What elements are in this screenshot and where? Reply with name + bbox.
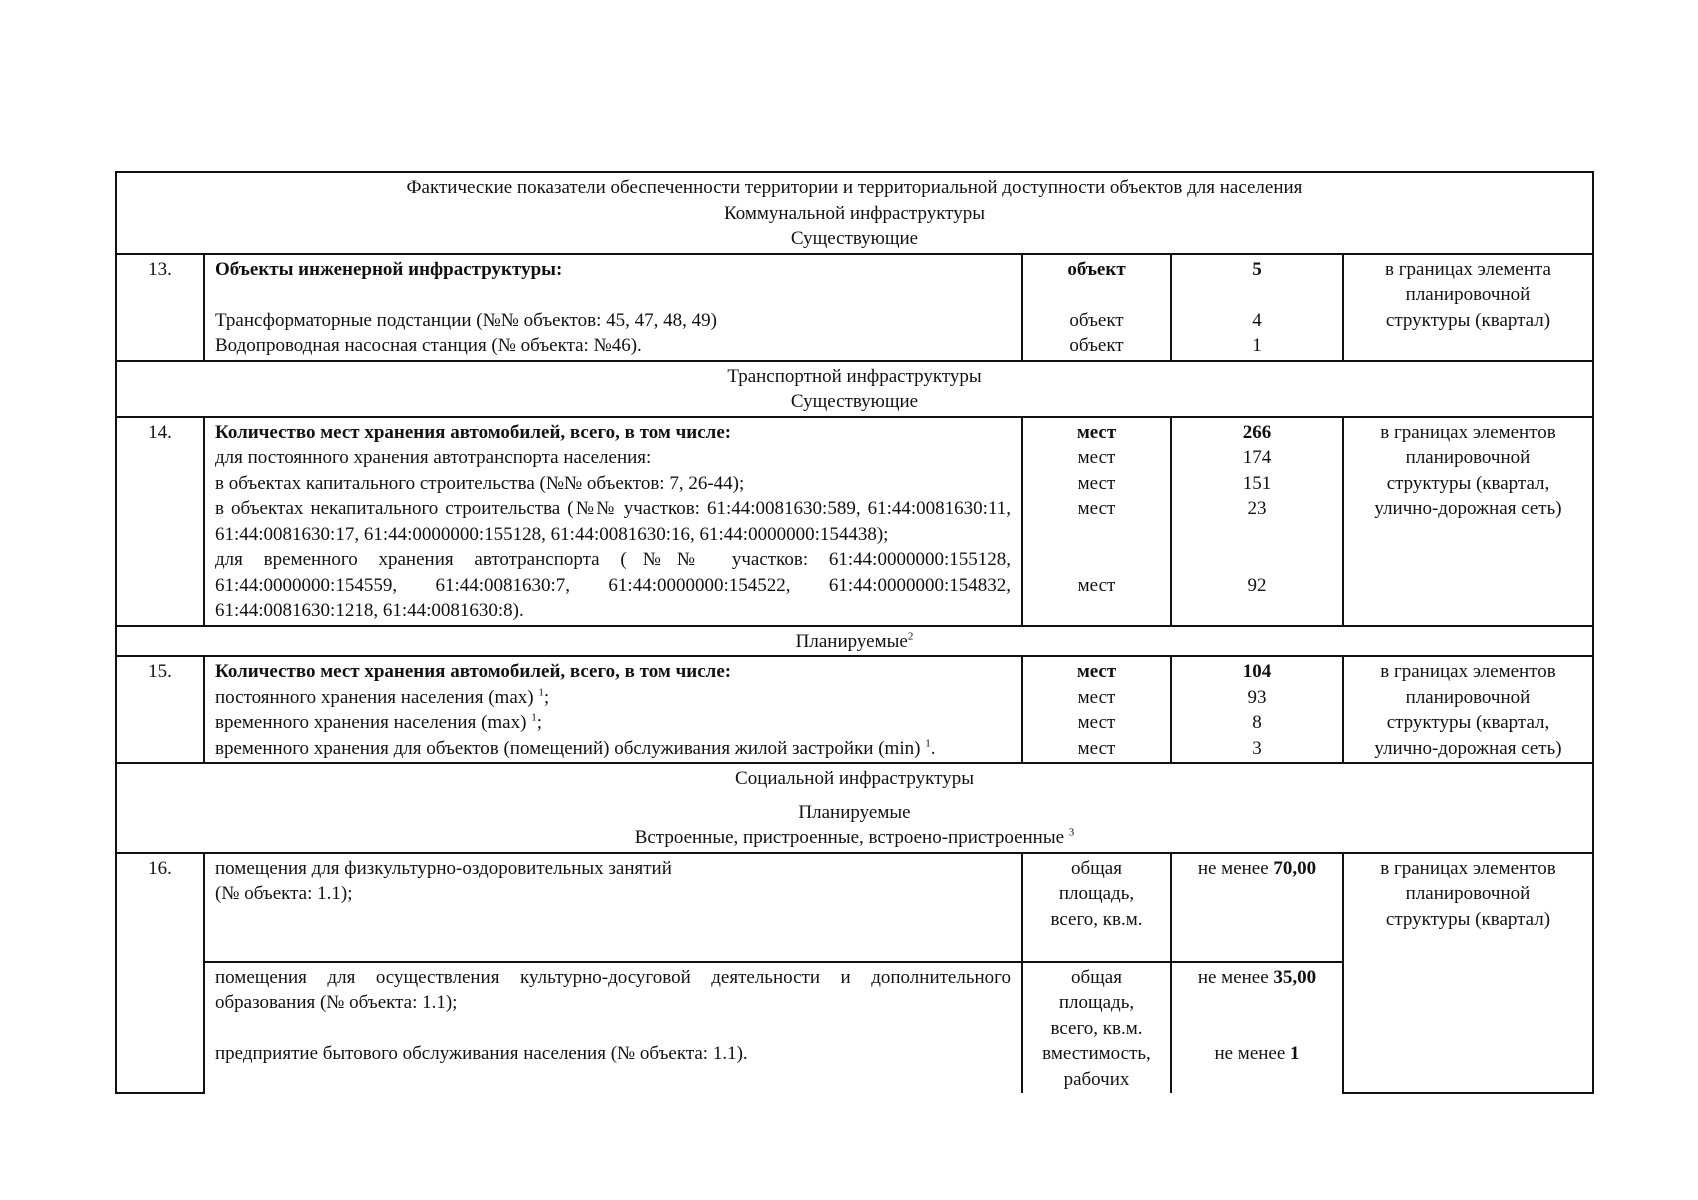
row-value [1171, 853, 1343, 962]
value-item [1182, 1041, 1332, 1067]
row-unit [1022, 254, 1171, 361]
table-row-14 [116, 417, 1593, 626]
footnote-mark: 1 [538, 686, 544, 699]
section-cell [116, 361, 1593, 417]
value-item: 1 [1252, 335, 1262, 356]
section-row-planned [116, 626, 1593, 657]
footnote-mark: 3 [1068, 826, 1075, 839]
row-line-text: постоянного хранения населения (max) [215, 686, 534, 708]
section-subtitle-embedded [127, 825, 1582, 851]
section-subtitle-existing: Существующие [790, 228, 919, 249]
section-row-transport [116, 361, 1593, 417]
row-value [1171, 254, 1343, 361]
section-title-social: Социальной инфраструктуры [735, 768, 974, 789]
row-line: Водопроводная насосная станция (№ объекта: №46). [215, 335, 642, 356]
note-line: улично-дорожная сеть) [1374, 737, 1562, 759]
row-line: в объектах некапитального строительства (№№ участков: 61:44:0081630:589, 61:44:0081630:11, 61:44:0081630:17, 61:44:0000000:155128, 61:44:0081630:16, 61:44:0000000:154438); [215, 498, 1011, 545]
value-item: 174 [1242, 447, 1272, 468]
note-line: структуры (квартал) [1385, 309, 1551, 331]
table-row-15 [116, 656, 1593, 763]
row-unit [1022, 417, 1171, 626]
value-item: 8 [1252, 712, 1262, 733]
unit-title: объект [1067, 258, 1126, 280]
value-number: 70,00 [1273, 857, 1317, 879]
value-total: 5 [1252, 258, 1262, 280]
row-line [215, 710, 1011, 736]
row-title: Количество мест хранения автомобилей, всего, в том числе: [215, 661, 732, 682]
section-title-planned: Планируемые [795, 630, 908, 652]
unit-value: мест [1077, 574, 1116, 596]
value-item: 3 [1252, 737, 1262, 759]
section-row-social [116, 763, 1593, 853]
section-subtitle-text: Встроенные, пристроенные, встроено-пристроенные [634, 827, 1065, 848]
section-cell [116, 763, 1593, 853]
unit-value: мест [1077, 472, 1116, 494]
note-line: планировочной [1405, 686, 1531, 708]
value-item: 4 [1252, 309, 1262, 331]
unit-line: рабочих [1063, 1068, 1130, 1090]
note-line: планировочной [1405, 447, 1531, 468]
row-note [1343, 254, 1593, 361]
value-total: 266 [1242, 421, 1272, 443]
row-line: для временного хранения автотранспорта (№№ участков: 61:44:0000000:155128, 61:44:0000000:154559, 61:44:0081630:7, 61:44:0000000:154522, 61:44:0000000:154832, 61:44:0081630:1218, 61:44:0081630:8). [215, 549, 1011, 621]
value-number: 35,00 [1273, 966, 1317, 988]
note-line: в границах элементов [1380, 421, 1556, 443]
row-description [204, 962, 1022, 1094]
row-line [215, 685, 1011, 711]
indicators-table [115, 171, 1594, 1094]
unit-value: мест [1077, 447, 1116, 468]
row-line: помещения для осуществления культурно-досуговой деятельности и дополнительного образования (№ объекта: 1.1); [215, 966, 1011, 1013]
row-line [215, 736, 1011, 762]
row-number: 14. [116, 417, 204, 626]
value-prefix: не менее [1197, 857, 1269, 879]
footnote-mark: 2 [907, 630, 914, 643]
unit-value: мест [1077, 498, 1116, 519]
table-header-row [116, 172, 1593, 254]
value-item [1182, 856, 1332, 882]
unit-value: объект [1069, 335, 1124, 356]
unit-value: мест [1077, 737, 1116, 759]
unit-line: площадь, [1058, 992, 1135, 1013]
footnote-mark: 1 [925, 737, 931, 750]
row-line-end: . [930, 737, 936, 759]
row-number: 16. [116, 853, 204, 1094]
row-value [1171, 656, 1343, 763]
row-line: Трансформаторные подстанции (№№ объектов: 45, 47, 48, 49) [215, 309, 717, 331]
table-row-16 [116, 853, 1593, 962]
row-description [204, 853, 1022, 962]
note-line: в границах элементов [1380, 661, 1556, 682]
unit-line: общая [1071, 966, 1122, 988]
footnote-mark: 1 [531, 711, 537, 724]
note-line: улично-дорожная сеть) [1374, 498, 1562, 519]
row-line-text: временного хранения населения (max) [215, 712, 527, 733]
section-cell [116, 626, 1593, 657]
note-line: структуры (квартал, [1386, 712, 1550, 733]
value-prefix: не менее [1214, 1043, 1286, 1064]
row-number: 13. [116, 254, 204, 361]
row-note [1343, 417, 1593, 626]
section-title-communal: Коммунальной инфраструктуры [723, 202, 985, 224]
value-item: 93 [1247, 686, 1267, 708]
row-line-end: ; [536, 712, 542, 733]
section-subtitle-existing: Существующие [790, 391, 919, 412]
row-line: предприятие бытового обслуживания населения (№ объекта: 1.1). [215, 1043, 748, 1064]
value-item: 23 [1247, 498, 1267, 519]
value-item: 92 [1247, 574, 1267, 596]
value-prefix: не менее [1197, 966, 1269, 988]
note-line: планировочной [1405, 284, 1531, 305]
row-note [1343, 853, 1593, 1094]
table-row-13 [116, 254, 1593, 361]
row-line-text: временного хранения для объектов (помещений) обслуживания жилой застройки (min) [215, 737, 921, 759]
row-note [1343, 656, 1593, 763]
row-value [1171, 417, 1343, 626]
row-unit [1022, 962, 1171, 1094]
section-subtitle-planned: Планируемые [798, 801, 911, 823]
unit-value: мест [1077, 686, 1116, 708]
unit-line: вместимость, [1042, 1043, 1151, 1064]
unit-line: всего, кв.м. [1050, 1017, 1143, 1039]
note-line: в границах элемента [1385, 258, 1551, 280]
row-description [204, 417, 1022, 626]
unit-line: общая [1071, 857, 1122, 879]
unit-line: всего, кв.м. [1050, 908, 1143, 930]
value-item [1182, 965, 1332, 991]
row-title: Количество мест хранения автомобилей, всего, в том числе: [215, 421, 732, 443]
note-line: планировочной [1405, 883, 1531, 904]
row-title: Объекты инженерной инфраструктуры: [215, 258, 563, 280]
row-line-end: ; [543, 686, 550, 708]
note-line: структуры (квартал, [1386, 472, 1550, 494]
table-header-cell [116, 172, 1593, 254]
row-line: в объектах капитального строительства (№№ объектов: 7, 26-44); [215, 472, 745, 494]
value-number: 1 [1290, 1043, 1300, 1064]
row-description [204, 656, 1022, 763]
note-line: в границах элементов [1380, 857, 1556, 879]
row-unit [1022, 656, 1171, 763]
row-number: 15. [116, 656, 204, 763]
unit-value: объект [1069, 309, 1124, 331]
section-title-transport: Транспортной инфраструктуры [727, 365, 982, 387]
unit-line: площадь, [1058, 883, 1135, 904]
row-line: помещения для физкультурно-оздоровительных занятий [215, 857, 672, 879]
unit-value: мест [1077, 712, 1116, 733]
unit-title: мест [1076, 661, 1117, 682]
row-value [1171, 962, 1343, 1094]
unit-title: мест [1076, 421, 1117, 443]
table-title: Фактические показатели обеспеченности территории и территориальной доступности объектов для населения [406, 177, 1303, 198]
row-description [204, 254, 1022, 361]
value-total: 104 [1242, 661, 1272, 682]
row-line: (№ объекта: 1.1); [215, 883, 353, 904]
row-unit [1022, 853, 1171, 962]
row-line: для постоянного хранения автотранспорта населения: [215, 447, 652, 468]
value-item: 151 [1242, 472, 1272, 494]
note-line: структуры (квартал) [1385, 908, 1551, 930]
